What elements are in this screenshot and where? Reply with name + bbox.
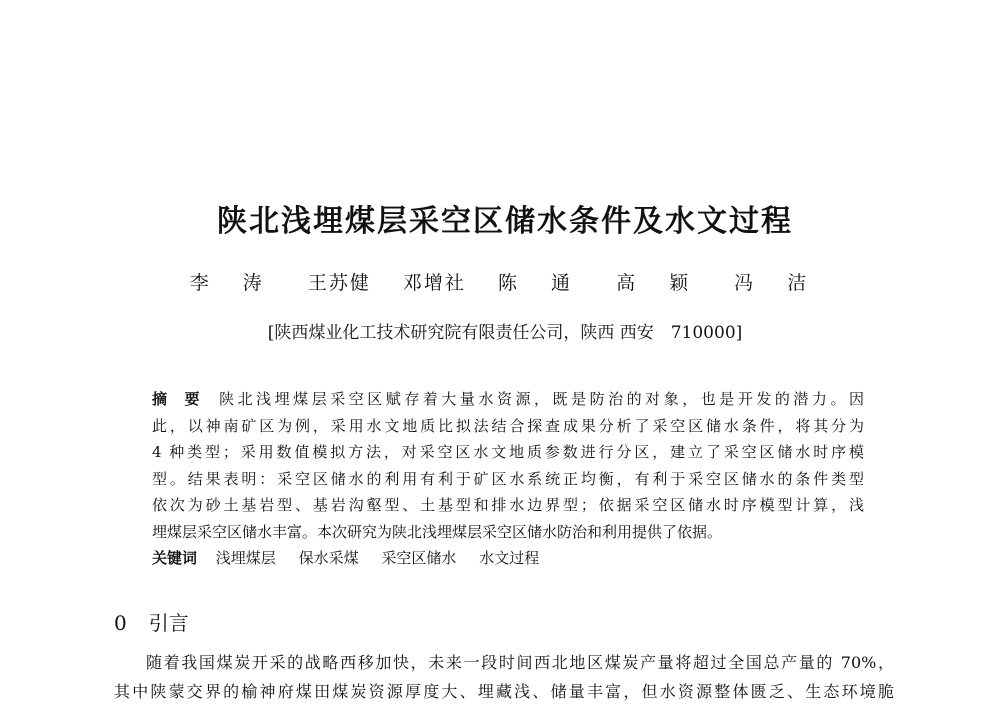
abstract-line bbox=[152, 386, 864, 413]
abstract-line: 此，以神南矿区为例，采用水文地质比拟法结合探查成果分析了采空区储水条件，将其分为 bbox=[152, 416, 864, 435]
abstract-label: 摘要 bbox=[152, 390, 218, 408]
author-name: 邓增社 bbox=[402, 272, 466, 294]
keyword: 采空区储水 bbox=[381, 549, 457, 567]
abstract-line: 埋煤层采空区储水丰富。本次研究为陕北浅埋煤层采空区储水防治和利用提供了依据。 bbox=[152, 522, 723, 541]
affiliation: [陕西煤业化工技术研究院有限责任公司，陕西 西安 710000] bbox=[267, 323, 743, 343]
author-name: 陈 通 bbox=[497, 272, 585, 294]
author-name: 王苏健 bbox=[307, 272, 371, 294]
keywords-label: 关键词 bbox=[152, 549, 198, 567]
body-line: 随着我国煤炭开采的战略西移加快，未来一段时间西北地区煤炭产量将超过全国总产量的 70%， bbox=[146, 653, 894, 672]
abstract-text: 陕北浅埋煤层采空区赋存着大量水资源，既是防治的对象，也是开发的潜力。因 bbox=[219, 390, 864, 408]
author-name: 高 颖 bbox=[616, 272, 703, 294]
body-line: 其中陕蒙交界的榆神府煤田煤炭资源厚度大、埋藏浅、储量丰富，但水资源整体匮乏、生态环境脆 bbox=[114, 682, 894, 701]
section-number: 0 bbox=[114, 611, 127, 635]
paper-title: 陕北浅埋煤层采空区储水条件及水文过程 bbox=[217, 204, 793, 239]
abstract-block bbox=[152, 386, 864, 571]
keyword: 浅埋煤层 bbox=[215, 549, 276, 567]
body-text bbox=[114, 648, 894, 706]
author-name: 冯 洁 bbox=[734, 272, 821, 294]
author-list bbox=[0, 268, 1000, 295]
author-name: 李 涛 bbox=[189, 272, 276, 294]
section-heading bbox=[114, 607, 189, 636]
abstract-line: 4 种类型；采用数值模拟方法，对采空区水文地质参数进行分区，建立了采空区储水时序模 bbox=[152, 443, 864, 461]
keyword: 水文过程 bbox=[479, 549, 540, 567]
abstract-line: 依次为砂土基岩型、基岩沟壑型、土基型和排水边界型；依据采空区储水时序模型计算，浅 bbox=[152, 496, 864, 514]
keyword: 保水采煤 bbox=[298, 549, 359, 567]
abstract-line: 型。结果表明：采空区储水的利用有利于矿区水系统正均衡，有利于采空区储水的条件类型 bbox=[152, 469, 864, 488]
keywords-row bbox=[152, 545, 864, 571]
section-title: 引言 bbox=[148, 611, 189, 635]
